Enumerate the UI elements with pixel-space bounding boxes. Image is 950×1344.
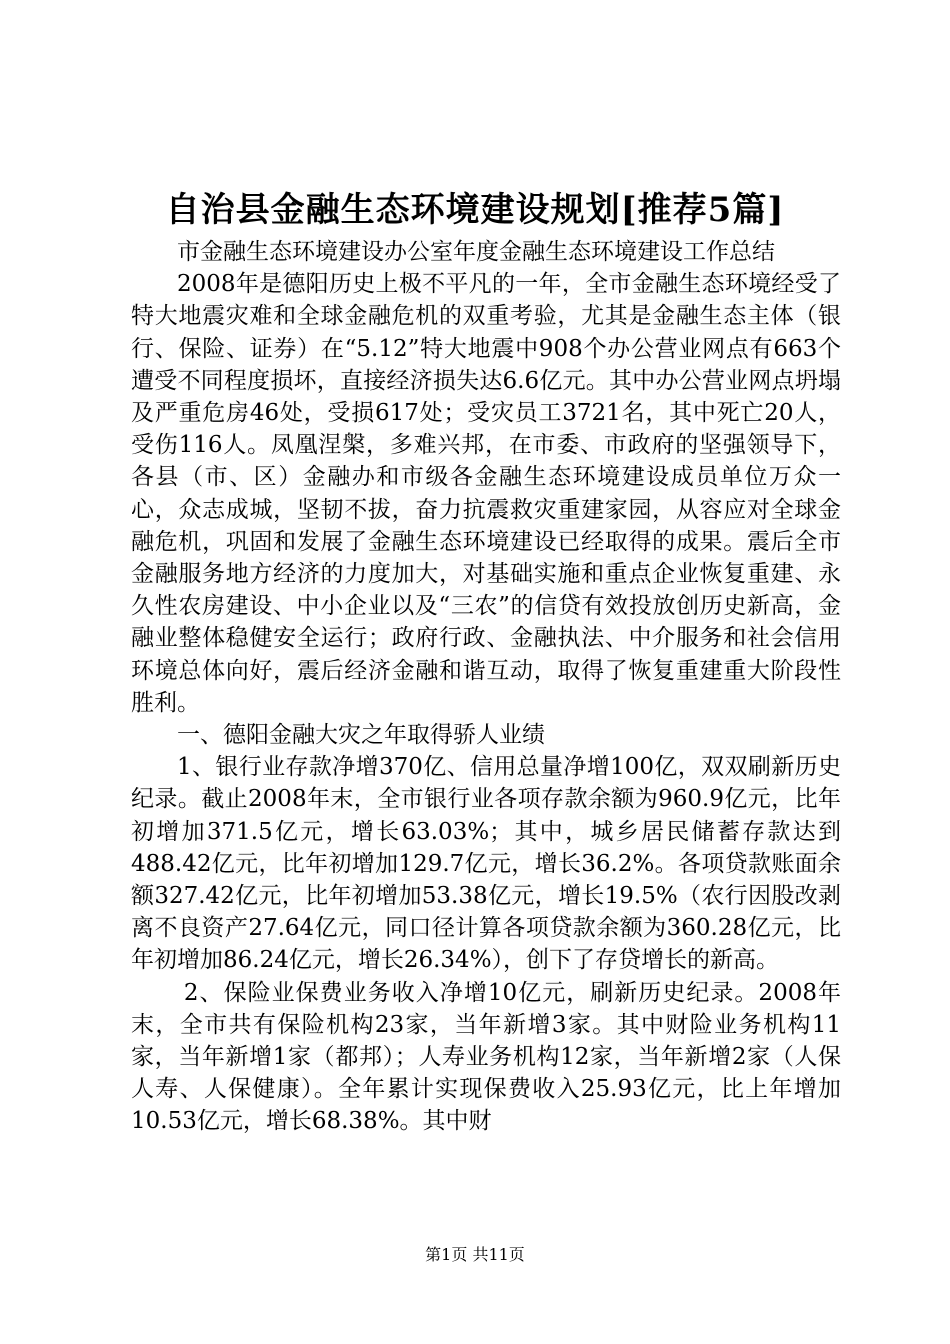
document-subtitle: 市金融生态环境建设办公室年度金融生态环境建设工作总结: [177, 239, 775, 265]
body-paragraph: 2008年是德阳历史上极不平凡的一年，全市金融生态环境经受了特大地震灾难和全球金融危机的双重考验，尤其是金融生态主体（银行、保险、证券）在“5.12”特大地震中908个办公营业网点有663个遭受不同程度损坏，直接经济损失达6.6亿元。其中办公营业网点坍塌及严重危房46处，受损617处；受灾员工3721名，其中死亡20人，受伤116人。凤凰涅槃，多难兴邦，在市委、市政府的坚强领导下，各县（市、区）金融办和市级各金融生态环境建设成员单位万众一心，众志成城，坚韧不拔，奋力抗震救灾重建家园，从容应对全球金融危机，巩固和发展了金融生态环境建设已经取得的成果。震后全市金融服务地方经济的力度加大，对基础实施和重点企业恢复重建、永久性农房建设、中小企业以及“三农”的信贷有效投放创历史新高，金融业整体稳健安全运行；政府行政、金融执法、中介服务和社会信用环境总体向好，震后经济金融和谐互动，取得了恢复重建重大阶段性胜利。: [131, 271, 841, 716]
body-paragraph: 2、保险业保费业务收入净增10亿元，刷新历史纪录。2008年末，全市共有保险机构23家，当年新增3家。其中财险业务机构11家，当年新增1家（都邦）；人寿业务机构12家，当年新增2家（人保人寿、人保健康）。全年累计实现保费收入25.93亿元，比上年增加10.53亿元，增长68.38%。其中财: [131, 979, 841, 1135]
body-paragraph: 1、银行业存款净增370亿、信用总量净增100亿，双双刷新历史纪录。截止2008年末，全市银行业各项存款余额为960.9亿元，比年初增加371.5亿元，增长63.03%；其中，城乡居民储蓄存款达到488.42亿元，比年初增加129.7亿元，增长36.2%。各项贷款账面余额327.42亿元，比年初增加53.38亿元，增长19.5%（农行因股改剥离不良资产27.64亿元，同口径计算各项贷款余额为360.28亿元，比年初增加86.24亿元，增长26.34%），创下了存贷增长的新高。: [131, 754, 841, 974]
document-title: 自治县金融生态环境建设规划[推荐5篇]: [165, 190, 785, 230]
section-heading: 一、德阳金融大灾之年取得骄人业绩: [177, 722, 545, 749]
page-number-footer: 第1页 共11页: [425, 1245, 525, 1264]
document-body: [131, 236, 841, 1138]
